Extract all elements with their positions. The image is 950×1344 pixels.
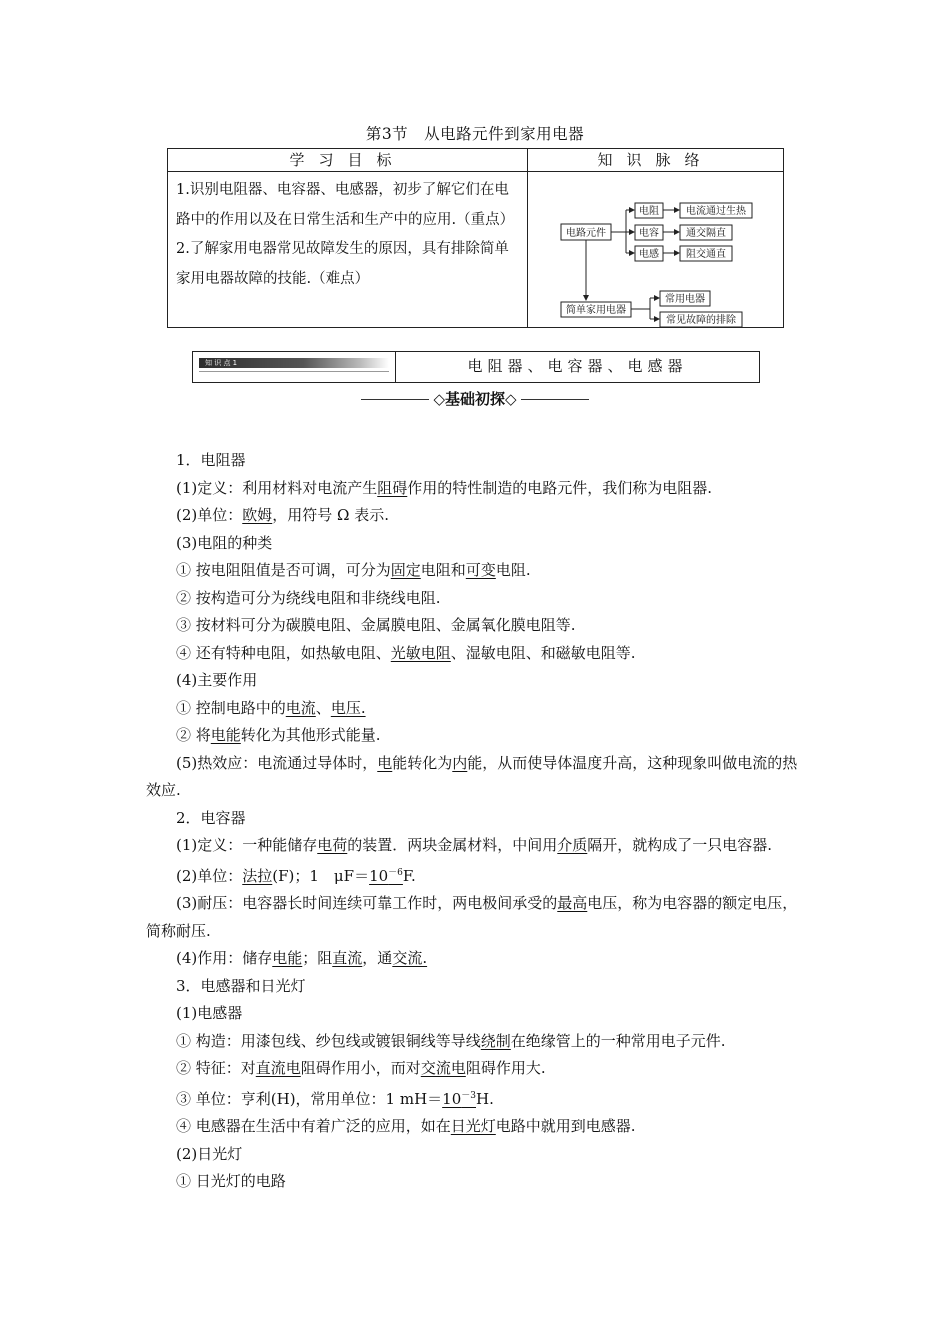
para: ① 控制电路中的电流、电压. <box>176 698 366 717</box>
para: (2)日光灯 <box>176 1144 243 1163</box>
para: ③ 单位：亨利(H)，常用单位：1 $mH=10^{-3}H$. <box>176 1089 494 1108</box>
para: (2)单位：法拉(F)；1 $\mu F=10^{-6}F$. <box>176 866 416 885</box>
para: ② 按构造可分为绕线电阻和非绕线电阻. <box>176 588 441 607</box>
para: ② 特征：对直流电阻碍作用小，而对交流电阻碍作用大. <box>176 1059 546 1077</box>
para: ④ 电感器在生活中有着广泛的应用，如在日光灯电路中就用到电感器. <box>176 1117 636 1135</box>
banner-tag-area <box>193 352 396 382</box>
knowledge-point-banner <box>192 351 760 383</box>
text-appliance: 简单家用电器 <box>566 305 626 316</box>
para: (3)电阻的种类 <box>176 533 273 552</box>
para: ④ 还有特种电阻，如热敏电阻、光敏电阻、湿敏电阻、和磁敏电阻等. <box>176 643 636 662</box>
text-resistor-note: 电流通过生热 <box>686 206 746 217</box>
para: ③ 按材料可分为碳膜电阻、金属膜电阻、金属氧化膜电阻等. <box>176 616 576 634</box>
para: ① 构造：用漆包线、纱包线或镀银铜线等导线绕制在绝缘管上的一种常用电子元件. <box>176 1031 726 1050</box>
learning-goals-cell <box>168 172 528 328</box>
para: ① 按电阻阻值是否可调，可分为固定电阻和可变电阻. <box>176 561 531 579</box>
diamond-icon: ◇ <box>505 390 517 408</box>
heading-resistor: 1．电阻器 <box>176 451 246 469</box>
objectives-table <box>167 148 784 328</box>
content-body <box>146 447 810 1196</box>
banner-tag: 知 识 点 1 <box>205 359 238 367</box>
text-inductor-note: 阻交通直 <box>686 249 726 260</box>
page-title: 第3节 从电路元件到家用电器 <box>365 125 585 143</box>
para: ② 将电能转化为其他形式能量. <box>176 726 381 744</box>
text-capacitor: 电容 <box>639 228 659 239</box>
heading-capacitor: 2．电容器 <box>176 808 246 827</box>
section-heading: ◇基础初探◇ <box>0 388 950 409</box>
text-resistor: 电阻 <box>639 206 659 217</box>
para: ① 日光灯的电路 <box>176 1172 286 1190</box>
para: (1)定义：利用材料对电流产生阻碍作用的特性制造的电路元件，我们称为电阻器. <box>176 478 713 497</box>
para: (4)主要作用 <box>176 671 258 689</box>
text-capacitor-note: 通交隔直 <box>686 228 726 239</box>
para: (3)耐压：电容器长时间连续可靠工作时，两电极间承受的最高电压，称为电容器的额定电压，简称耐压. <box>146 894 798 940</box>
para: (4)作用：储存电能；阻直流，通交流. <box>176 949 428 967</box>
goal-1: 1.识别电阻器、电容器、电感器，初步了解它们在电路中的作用以及在日常生活和生产中的应用.（重点） <box>176 182 515 228</box>
banner-title: 电阻器、电容器、电感器 <box>467 357 688 375</box>
para: (1)电感器 <box>176 1004 243 1022</box>
para: (5)热效应：电流通过导体时，电能转化为内能，从而使导体温度升高，这种现象叫做电流的热效应. <box>146 753 798 799</box>
goal-2: 2.了解家用电器常见故障发生的原因，具有排除简单家用电器故障的技能.（难点） <box>176 241 509 287</box>
knowledge-map-cell <box>528 172 784 328</box>
header-learning-goals: 学习目标 <box>168 149 528 172</box>
header-knowledge-map: 知识脉络 <box>528 149 784 172</box>
heading-inductor: 3．电感器和日光灯 <box>176 976 306 995</box>
para: (1)定义：一种能储存电荷的装置．两块金属材料，中间用介质隔开，就构成了一只电容器. <box>176 836 773 854</box>
text-inductor: 电感 <box>639 249 659 260</box>
knowledge-map-diagram <box>528 172 790 327</box>
diamond-icon: ◇ <box>433 390 445 408</box>
text-faults: 常见故障的排除 <box>666 315 736 326</box>
para: (2)单位：欧姆，用符号 Ω 表示. <box>176 506 390 524</box>
text-common: 常用电器 <box>665 294 705 305</box>
text-root: 电路元件 <box>566 228 606 239</box>
